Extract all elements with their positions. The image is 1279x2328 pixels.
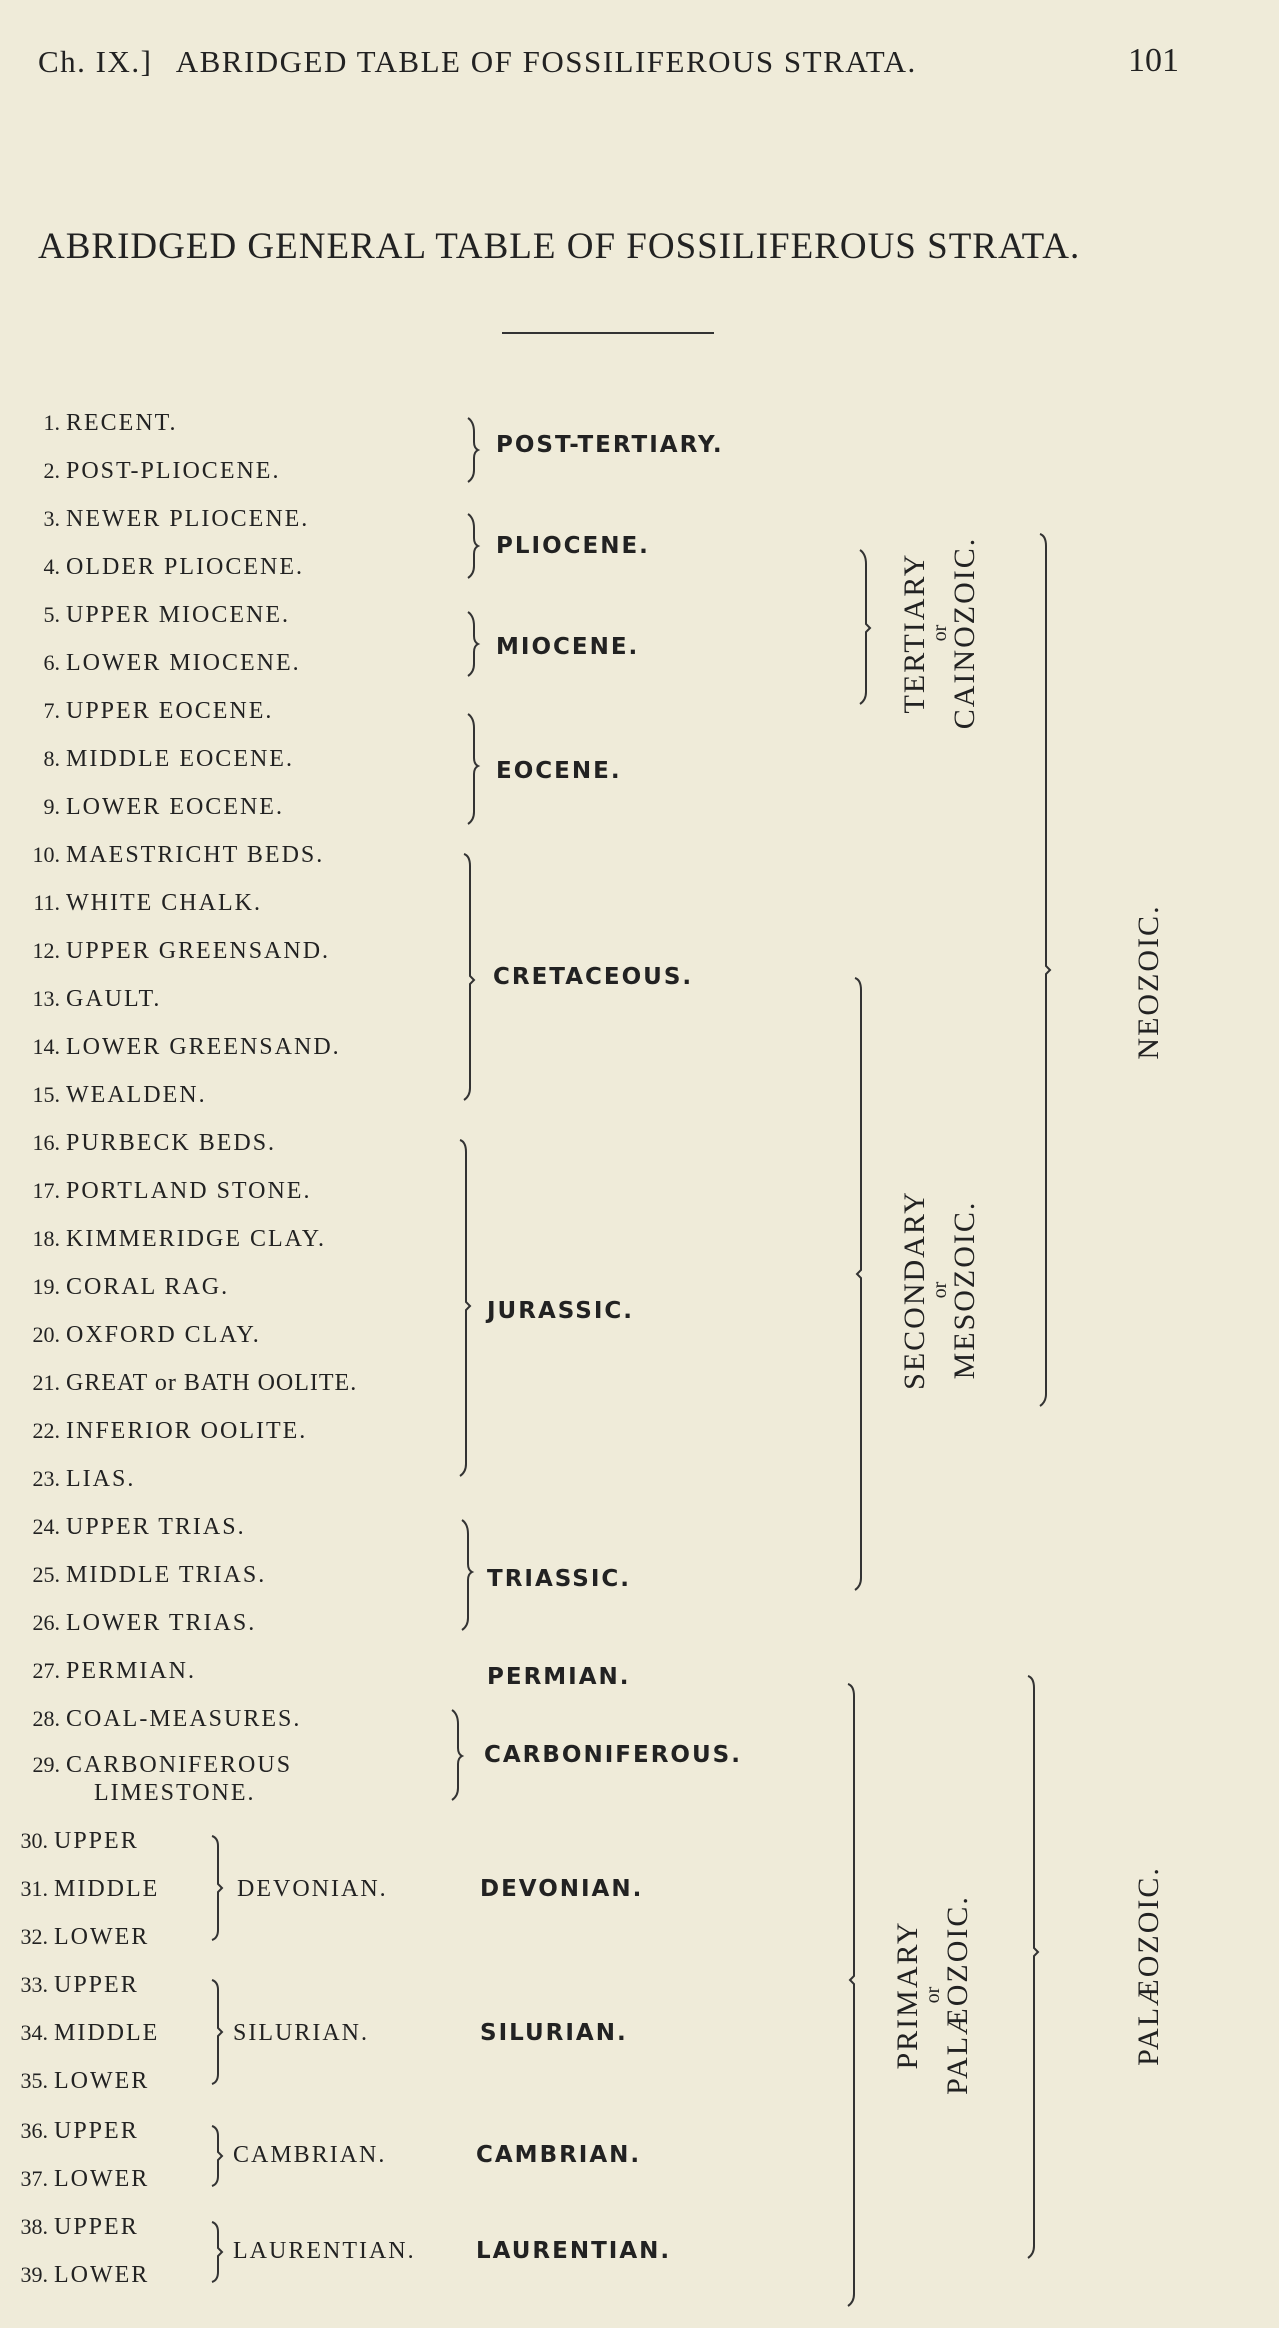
stratum-row: 14. LOWER GREENSAND. xyxy=(32,1034,341,1060)
period-label: SILURIAN. xyxy=(480,2020,628,2046)
stratum-row: 18. KIMMERIDGE CLAY. xyxy=(32,1226,327,1252)
period-label: CRETACEOUS. xyxy=(493,964,694,990)
stratum-row: 22. INFERIOR OOLITE. xyxy=(32,1418,308,1444)
stratum-row: 19. CORAL RAG. xyxy=(32,1274,230,1300)
stratum-row: 34. MIDDLE xyxy=(20,2020,160,2046)
stratum-row: 10. MAESTRICHT BEDS. xyxy=(32,842,325,868)
period-label: CARBONIFEROUS. xyxy=(484,1742,742,1768)
stratum-row: 33. UPPER xyxy=(20,1972,139,1998)
stratum-row: 30. UPPER xyxy=(20,1828,139,1854)
stratum-row: 9. LOWER EOCENE. xyxy=(43,794,284,820)
chapter-ref: Ch. IX.] xyxy=(38,44,153,79)
era-secondary: SECONDARY or MESOZOIC. xyxy=(898,1190,981,1390)
subgroup-label: SILURIAN. xyxy=(233,2020,369,2046)
period-label: CAMBRIAN. xyxy=(476,2142,642,2168)
stratum-row: 24. UPPER TRIAS. xyxy=(32,1514,246,1540)
stratum-row: 23. LIAS. xyxy=(32,1466,136,1492)
page-number: 101 xyxy=(1128,42,1179,79)
stratum-row: 36. UPPER xyxy=(20,2118,139,2144)
period-label: DEVONIAN. xyxy=(480,1876,644,1902)
period-label: POST-TERTIARY. xyxy=(496,432,724,458)
subgroup-label: LAURENTIAN. xyxy=(233,2238,416,2264)
stratum-row: 35. LOWER xyxy=(20,2068,150,2094)
stratum-row: 31. MIDDLE xyxy=(20,1876,160,1902)
period-label: PLIOCENE. xyxy=(496,533,650,559)
era-tertiary: TERTIARY or CAINOZOIC. xyxy=(898,536,981,730)
super-era-neozoic: NEOZOIC. xyxy=(1132,904,1165,1060)
stratum-row: 21. GREAT or BATH OOLITE. xyxy=(32,1370,358,1396)
era-primary: PRIMARY or PALÆOZOIC. xyxy=(891,1895,974,2095)
subgroup-label: DEVONIAN. xyxy=(237,1876,388,1902)
stratum-row: 25. MIDDLE TRIAS. xyxy=(32,1562,267,1588)
stratum-row: 8. MIDDLE EOCENE. xyxy=(43,746,294,772)
stratum-row: 29. CARBONIFEROUS xyxy=(32,1752,293,1778)
super-era-palaeozoic: PALÆOZOIC. xyxy=(1132,1866,1165,2066)
period-label: EOCENE. xyxy=(496,758,622,784)
stratum-row: 3. NEWER PLIOCENE. xyxy=(43,506,310,532)
stratum-row: 28. COAL-MEASURES. xyxy=(32,1706,302,1732)
period-label: JURASSIC. xyxy=(487,1298,635,1324)
subgroup-label: CAMBRIAN. xyxy=(233,2142,387,2168)
stratum-row: 11. WHITE CHALK. xyxy=(33,890,262,916)
stratum-row: 27. PERMIAN. xyxy=(32,1658,197,1684)
stratum-row: 16. PURBECK BEDS. xyxy=(32,1130,277,1156)
period-label: PERMIAN. xyxy=(487,1664,631,1690)
period-label: TRIASSIC. xyxy=(487,1566,632,1592)
stratum-row: 7. UPPER EOCENE. xyxy=(43,698,274,724)
period-label: LAURENTIAN. xyxy=(476,2238,672,2264)
stratum-row: 2. POST-PLIOCENE. xyxy=(43,458,281,484)
stratum-row: 20. OXFORD CLAY. xyxy=(32,1322,261,1348)
stratum-row: 17. PORTLAND STONE. xyxy=(32,1178,312,1204)
stratum-row: 12. UPPER GREENSAND. xyxy=(32,938,331,964)
stratum-row: 37. LOWER xyxy=(20,2166,150,2192)
running-title: ABRIDGED TABLE OF FOSSILIFEROUS STRATA. xyxy=(175,44,917,79)
stratum-row: 26. LOWER TRIAS. xyxy=(32,1610,257,1636)
period-label: MIOCENE. xyxy=(496,634,640,660)
stratum-row: 32. LOWER xyxy=(20,1924,150,1950)
stratum-row: 4. OLDER PLIOCENE. xyxy=(43,554,304,580)
page-title: ABRIDGED GENERAL TABLE OF FOSSILIFEROUS STRATA. xyxy=(38,226,1081,267)
stratum-row: LIMESTONE. xyxy=(94,1780,256,1806)
stratum-row: 13. GAULT. xyxy=(32,986,162,1012)
stratum-row: 15. WEALDEN. xyxy=(32,1082,207,1108)
stratum-row: 39. LOWER xyxy=(20,2262,150,2288)
stratum-row: 5. UPPER MIOCENE. xyxy=(43,602,291,628)
stratum-row: 1. RECENT. xyxy=(43,410,178,436)
stratum-row: 38. UPPER xyxy=(20,2214,139,2240)
stratum-row: 6. LOWER MIOCENE. xyxy=(43,650,301,676)
